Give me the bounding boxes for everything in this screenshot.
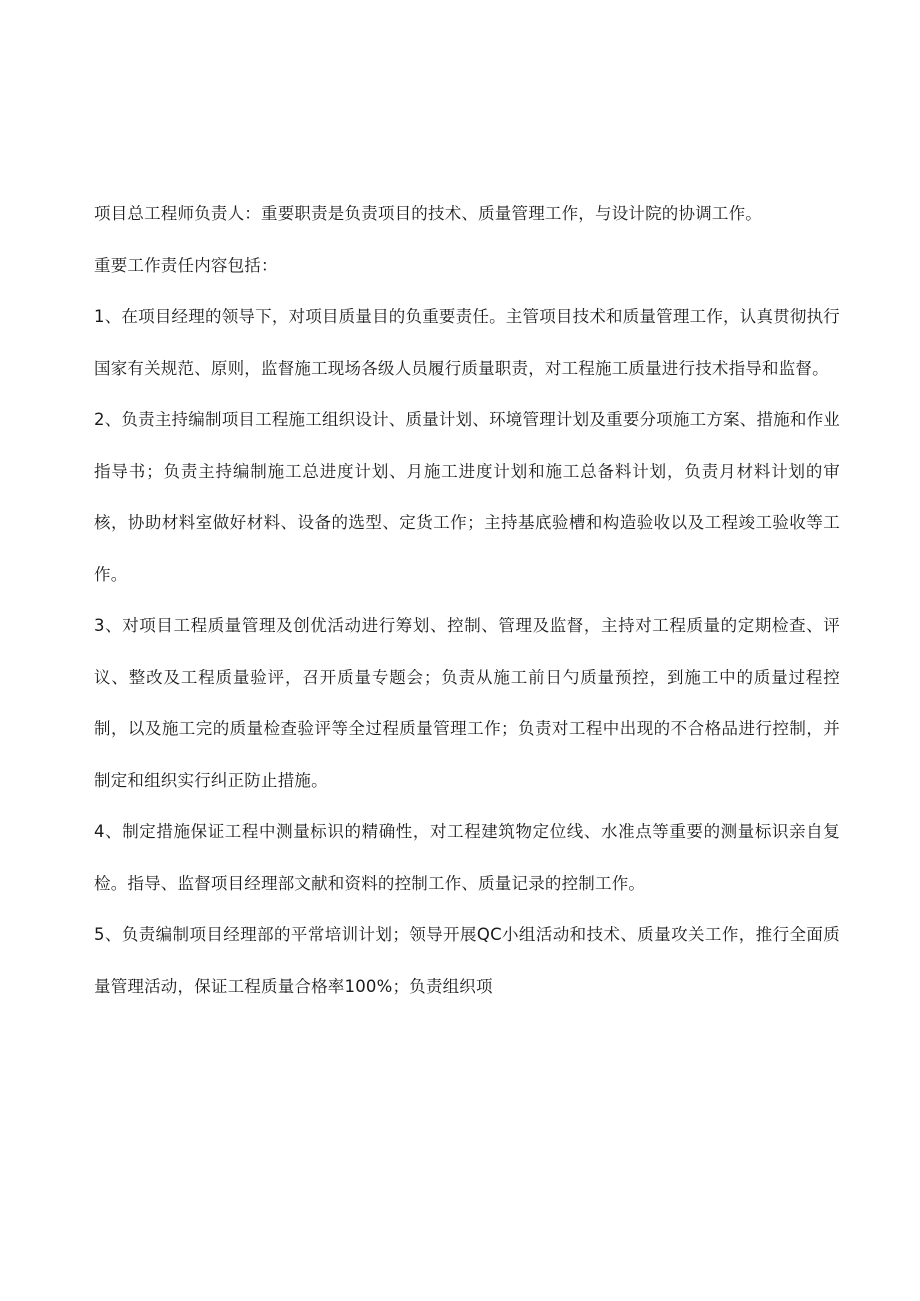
paragraph-intro: 项目总工程师负责人：重要职责是负责项目的技术、质量管理工作，与设计院的协调工作。 [94, 204, 762, 223]
paragraph-item-4: 4、制定措施保证工程中测量标识的精确性，对工程建筑物定位线、水准点等重要的测量标识亲自复检。指导、监督项目经理部文献和资料的控制工作、质量记录的控制工作。 [94, 822, 840, 893]
paragraph-heading: 重要工作责任内容包括： [94, 255, 278, 275]
paragraph-item-2: 2、负责主持编制项目工程施工组织设计、质量计划、环境管理计划及重要分项施工方案、措施和作业指导书；负责主持编制施工总进度计划、月施工进度计划和施工总备料计划，负责月材料计划的审核，协助材料室做好材料、设备的选型、定货工作；主持基底验槽和构造验收以及工程竣工验收等工作。 [94, 410, 840, 584]
paragraph-item-5: 5、负责编制项目经理部的平常培训计划；领导开展QC小组活动和技术、质量攻关工作，推行全面质量管理活动，保证工程质量合格率100%；负责组织项 [94, 925, 840, 996]
paragraph-item-3: 3、对项目工程质量管理及创优活动进行筹划、控制、管理及监督，主持对工程质量的定期检查、评议、整改及工程质量验评，召开质量专题会；负责从施工前日勺质量预控，到施工中的质量过程控制，以及施工完的质量检查验评等全过程质量管理工作；负责对工程中出现的不合格品进行控制，并制定和组织实行纠正防止措施。 [94, 616, 840, 790]
document-body [94, 188, 840, 1012]
paragraph-item-1: 1、在项目经理的领导下，对项目质量目的负重要责任。主管项目技术和质量管理工作，认真贯彻执行国家有关规范、原则，监督施工现场各级人员履行质量职责，对工程施工质量进行技术指导和监督。 [94, 307, 840, 378]
